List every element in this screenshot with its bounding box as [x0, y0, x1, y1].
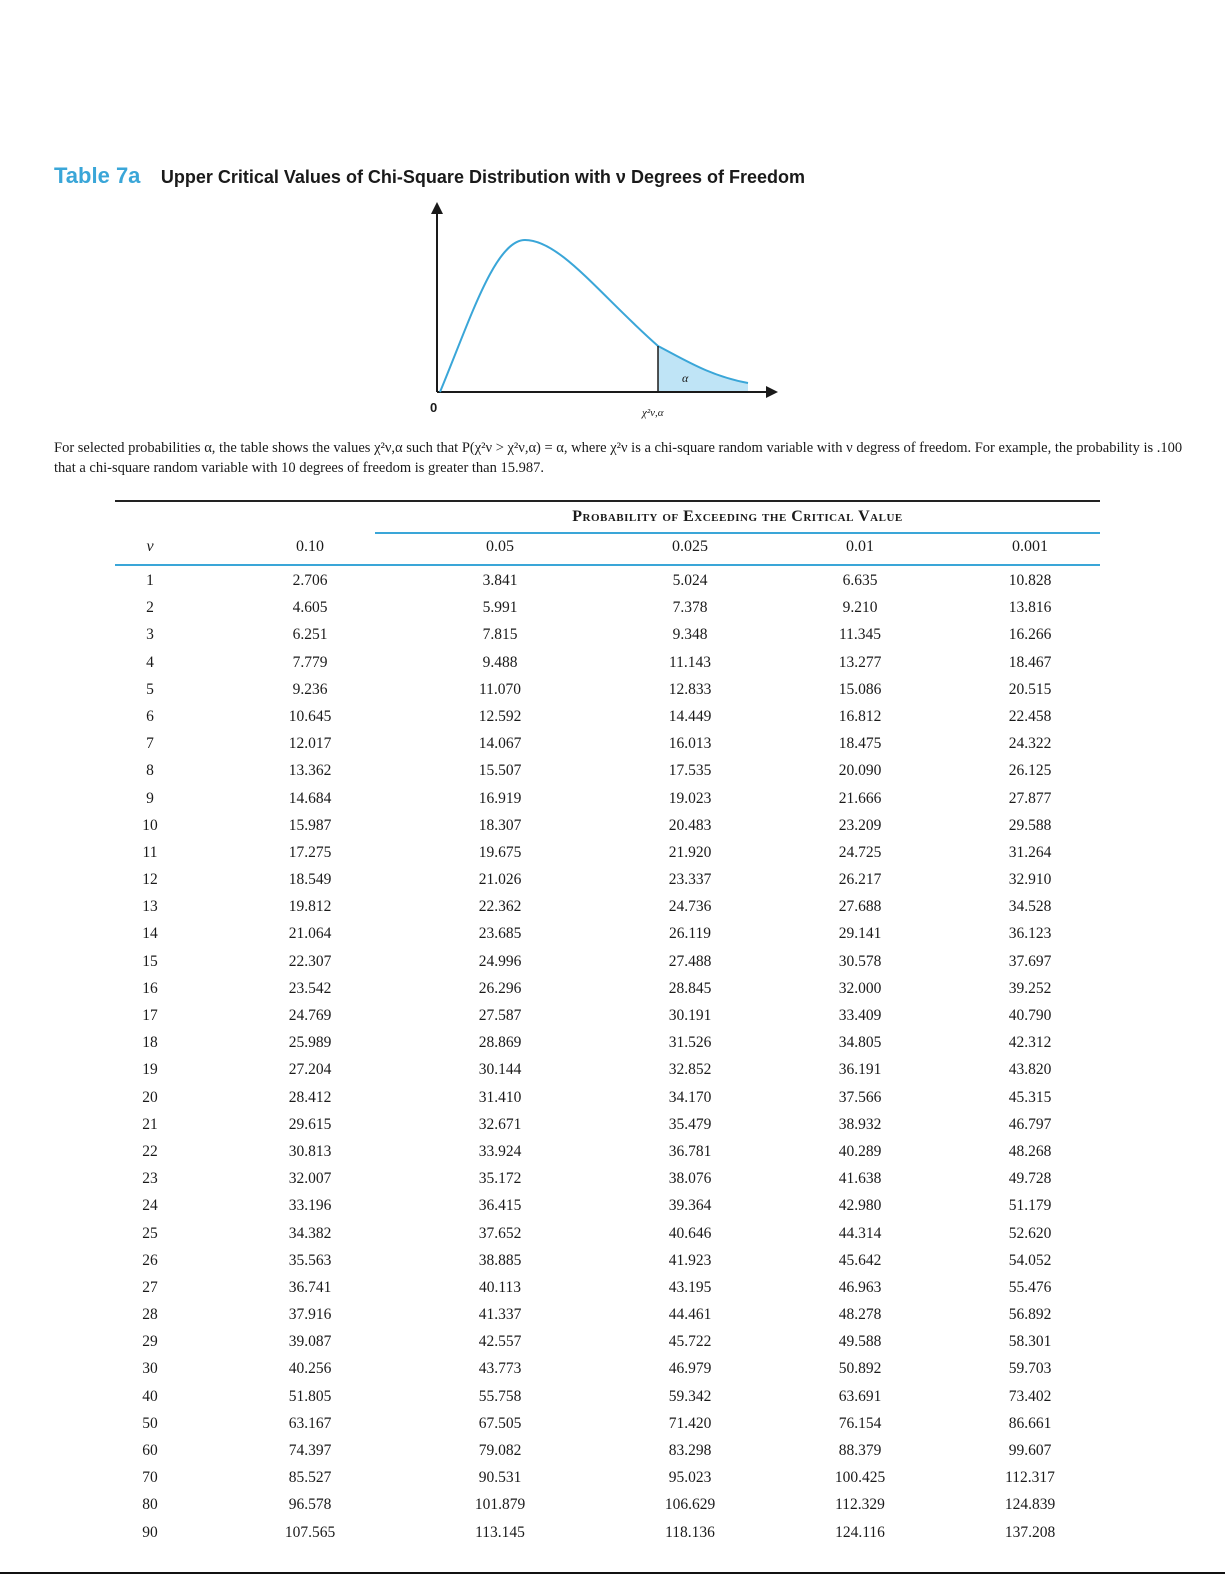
table-description: For selected probabilities α, the table shows the values χ²ν,α such that P(χ²ν > χ²ν,α) = α, where χ²ν is a chi-square random variable with ν degress of freedom. For example, the probability is .100 that a chi-square random variable with 10 degrees of freedom is greater than 15.987. — [54, 440, 1183, 476]
value-cell: 7.815 — [482, 626, 518, 644]
table-row — [115, 1221, 1100, 1248]
value-cell: 21.920 — [668, 843, 712, 861]
value-cell: 71.420 — [668, 1414, 712, 1432]
value-cell: 28.869 — [478, 1034, 522, 1052]
value-cell: 34.382 — [288, 1224, 332, 1242]
df-cell: 13 — [142, 898, 158, 916]
value-cell: 74.397 — [288, 1442, 332, 1459]
value-cell: 49.588 — [838, 1333, 882, 1351]
value-cell: 41.337 — [478, 1306, 522, 1324]
table-row — [115, 568, 1100, 595]
value-cell: 96.578 — [288, 1496, 332, 1514]
df-cell: 3 — [146, 626, 154, 644]
table-row — [115, 1411, 1100, 1438]
table-row — [115, 1465, 1100, 1492]
column-header-row — [115, 538, 1100, 564]
table-row — [115, 1302, 1100, 1329]
value-cell: 29.141 — [838, 925, 882, 943]
value-cell: 27.877 — [1008, 789, 1052, 807]
value-cell: 18.307 — [478, 816, 522, 834]
df-cell: 18 — [142, 1034, 158, 1052]
critical-value-label: χ²ν,α — [642, 407, 664, 419]
table-row — [115, 622, 1100, 649]
column-header-0.10: 0.10 — [296, 538, 324, 555]
value-cell: 35.563 — [288, 1251, 332, 1269]
density-curve — [440, 240, 748, 392]
table-row — [115, 1030, 1100, 1057]
table-row — [115, 1085, 1100, 1112]
value-cell: 40.256 — [288, 1360, 332, 1378]
table-row — [115, 867, 1100, 894]
table-row — [115, 704, 1100, 731]
value-cell: 29.588 — [1008, 816, 1052, 834]
value-cell: 67.505 — [478, 1414, 522, 1432]
value-cell: 11.345 — [838, 626, 882, 644]
value-cell: 40.790 — [1008, 1007, 1052, 1024]
value-cell: 42.312 — [1008, 1034, 1052, 1052]
value-cell: 41.638 — [838, 1170, 882, 1188]
value-cell: 7.378 — [672, 599, 708, 617]
table-row — [115, 758, 1100, 785]
df-cell: 70 — [142, 1469, 158, 1487]
value-cell: 118.136 — [665, 1523, 715, 1541]
value-cell: 58.301 — [1008, 1333, 1052, 1351]
value-cell: 32.007 — [288, 1170, 332, 1188]
value-cell: 33.196 — [288, 1197, 332, 1215]
value-cell: 40.113 — [478, 1278, 522, 1296]
value-cell: 32.000 — [838, 979, 882, 997]
value-cell: 100.425 — [834, 1469, 886, 1487]
value-cell: 36.415 — [478, 1197, 522, 1215]
chi-square-diagram — [410, 200, 790, 430]
value-cell: 39.087 — [288, 1333, 332, 1351]
value-cell: 23.542 — [288, 979, 332, 997]
value-cell: 3.841 — [482, 572, 518, 589]
value-cell: 23.337 — [668, 871, 712, 889]
value-cell: 55.758 — [478, 1387, 522, 1405]
df-cell: 15 — [142, 952, 158, 970]
table-row — [115, 1248, 1100, 1275]
table-row — [115, 1520, 1100, 1547]
value-cell: 16.013 — [668, 735, 712, 753]
value-cell: 85.527 — [288, 1469, 332, 1487]
value-cell: 5.991 — [482, 599, 518, 617]
value-cell: 46.963 — [838, 1278, 882, 1296]
value-cell: 41.923 — [668, 1251, 712, 1269]
table-row — [115, 595, 1100, 622]
value-cell: 51.805 — [288, 1387, 332, 1405]
df-cell: 9 — [146, 789, 154, 807]
table-row — [115, 1438, 1100, 1465]
df-cell: 12 — [142, 871, 158, 889]
table-row — [115, 1384, 1100, 1411]
value-cell: 27.688 — [838, 898, 882, 916]
column-header-0.001: 0.001 — [1012, 538, 1048, 555]
value-cell: 2.706 — [292, 572, 328, 589]
value-cell: 48.278 — [838, 1306, 882, 1324]
value-cell: 20.090 — [838, 762, 882, 780]
value-cell: 15.086 — [838, 680, 882, 698]
value-cell: 13.362 — [288, 762, 332, 780]
value-cell: 19.812 — [288, 898, 332, 916]
value-cell: 32.910 — [1008, 871, 1052, 889]
column-header-0.01: 0.01 — [846, 538, 874, 555]
value-cell: 9.348 — [672, 626, 708, 644]
value-cell: 26.296 — [478, 979, 522, 997]
value-cell: 32.852 — [668, 1061, 712, 1079]
value-cell: 27.587 — [478, 1007, 522, 1024]
table-title — [54, 163, 805, 189]
value-cell: 16.266 — [1008, 626, 1052, 644]
value-cell: 101.879 — [474, 1496, 526, 1514]
value-cell: 18.549 — [288, 871, 332, 889]
value-cell: 25.989 — [288, 1034, 332, 1052]
table-row — [115, 840, 1100, 867]
table-row — [115, 650, 1100, 677]
value-cell: 43.820 — [1008, 1061, 1052, 1079]
value-cell: 22.458 — [1008, 707, 1052, 725]
df-cell: 25 — [142, 1224, 158, 1242]
df-cell: 2 — [146, 599, 154, 617]
value-cell: 6.635 — [842, 572, 878, 589]
value-cell: 33.409 — [838, 1007, 882, 1024]
value-cell: 30.191 — [668, 1007, 712, 1024]
df-cell: 20 — [142, 1088, 158, 1106]
df-cell: 40 — [142, 1387, 158, 1405]
table-row — [115, 1112, 1100, 1139]
df-cell: 27 — [142, 1278, 158, 1296]
value-cell: 26.119 — [668, 925, 712, 943]
value-cell: 56.892 — [1008, 1306, 1052, 1324]
value-cell: 19.675 — [478, 843, 522, 861]
value-cell: 50.892 — [838, 1360, 882, 1378]
value-cell: 17.275 — [288, 843, 332, 861]
value-cell: 17.535 — [668, 762, 712, 780]
value-cell: 16.919 — [478, 789, 522, 807]
page-bottom-rule — [0, 1572, 1225, 1574]
value-cell: 39.252 — [1008, 979, 1052, 997]
value-cell: 10.645 — [288, 707, 332, 725]
value-cell: 124.839 — [1004, 1496, 1056, 1514]
value-cell: 19.023 — [668, 789, 712, 807]
value-cell: 29.615 — [288, 1115, 332, 1133]
value-cell: 30.813 — [288, 1142, 332, 1160]
value-cell: 45.722 — [668, 1333, 712, 1351]
value-cell: 44.461 — [668, 1306, 712, 1324]
value-cell: 76.154 — [838, 1414, 882, 1432]
value-cell: 6.251 — [292, 626, 328, 644]
table-row — [115, 921, 1100, 948]
value-cell: 9.210 — [842, 599, 878, 617]
value-cell: 49.728 — [1008, 1170, 1052, 1188]
value-cell: 63.691 — [838, 1387, 882, 1405]
value-cell: 42.557 — [478, 1333, 522, 1351]
value-cell: 34.170 — [668, 1088, 712, 1106]
df-cell: 26 — [142, 1251, 158, 1269]
value-cell: 55.476 — [1008, 1278, 1052, 1296]
value-cell: 59.703 — [1008, 1360, 1052, 1378]
table-row — [115, 1275, 1100, 1302]
value-cell: 45.642 — [838, 1251, 882, 1269]
value-cell: 52.620 — [1008, 1224, 1052, 1242]
value-cell: 42.980 — [838, 1197, 882, 1215]
value-cell: 5.024 — [672, 572, 708, 589]
origin-label: 0 — [430, 400, 438, 415]
value-cell: 7.779 — [292, 653, 328, 671]
value-cell: 24.322 — [1008, 735, 1052, 753]
value-cell: 13.816 — [1008, 599, 1052, 617]
value-cell: 35.479 — [668, 1115, 712, 1133]
value-cell: 13.277 — [838, 653, 882, 671]
df-cell: 50 — [142, 1414, 158, 1432]
value-cell: 20.515 — [1008, 680, 1052, 698]
value-cell: 40.289 — [838, 1142, 882, 1160]
tail-alpha-label: α — [682, 371, 689, 385]
value-cell: 21.666 — [838, 789, 882, 807]
value-cell: 31.264 — [1008, 843, 1052, 861]
df-cell: 4 — [146, 653, 154, 671]
table-row — [115, 731, 1100, 758]
table-row — [115, 1356, 1100, 1383]
table-row — [115, 813, 1100, 840]
chi-square-curve-figure — [410, 200, 790, 430]
value-cell: 23.685 — [478, 925, 522, 943]
value-cell: 26.125 — [1008, 762, 1052, 780]
column-header-nu: ν — [146, 538, 154, 555]
value-cell: 21.026 — [478, 871, 522, 889]
value-cell: 11.070 — [478, 680, 522, 698]
value-cell: 24.725 — [838, 843, 882, 861]
table-row — [115, 786, 1100, 813]
table-row — [115, 1139, 1100, 1166]
value-cell: 113.145 — [475, 1523, 525, 1541]
value-cell: 9.236 — [292, 680, 328, 698]
table-body — [115, 568, 1100, 1547]
value-cell: 43.195 — [668, 1278, 712, 1296]
df-cell: 80 — [142, 1496, 158, 1514]
table-row — [115, 1003, 1100, 1030]
value-cell: 24.736 — [668, 898, 712, 916]
value-cell: 33.924 — [478, 1142, 522, 1160]
df-cell: 7 — [146, 735, 154, 753]
value-cell: 37.916 — [288, 1306, 332, 1324]
value-cell: 36.123 — [1008, 925, 1052, 943]
value-cell: 32.671 — [478, 1115, 522, 1133]
value-cell: 46.979 — [668, 1360, 712, 1378]
value-cell: 86.661 — [1008, 1414, 1052, 1432]
value-cell: 38.076 — [668, 1170, 712, 1188]
value-cell: 137.208 — [1004, 1523, 1056, 1541]
df-cell: 19 — [142, 1061, 158, 1079]
value-cell: 21.064 — [288, 925, 332, 943]
df-cell: 10 — [142, 816, 158, 834]
value-cell: 79.082 — [478, 1442, 522, 1459]
table-row — [115, 1492, 1100, 1519]
df-cell: 11 — [142, 843, 158, 861]
df-cell: 22 — [142, 1142, 158, 1160]
value-cell: 28.845 — [668, 979, 712, 997]
value-cell: 107.565 — [284, 1523, 336, 1541]
value-cell: 14.449 — [668, 707, 712, 725]
value-cell: 15.987 — [288, 816, 332, 834]
df-cell: 90 — [142, 1523, 158, 1541]
value-cell: 31.410 — [478, 1088, 522, 1106]
value-cell: 14.684 — [288, 789, 332, 807]
value-cell: 27.488 — [668, 952, 712, 970]
table-caption: Upper Critical Values of Chi-Square Distribution with ν Degrees of Freedom — [160, 167, 805, 187]
value-cell: 39.364 — [668, 1197, 712, 1215]
value-cell: 30.578 — [838, 952, 882, 970]
value-cell: 24.996 — [478, 952, 522, 970]
table-row — [115, 1166, 1100, 1193]
value-cell: 73.402 — [1008, 1387, 1052, 1405]
value-cell: 38.885 — [478, 1251, 522, 1269]
value-cell: 16.812 — [838, 707, 882, 725]
df-cell: 14 — [142, 925, 158, 943]
value-cell: 95.023 — [668, 1469, 712, 1487]
value-cell: 45.315 — [1008, 1088, 1052, 1106]
column-header-rule — [115, 564, 1100, 566]
value-cell: 30.144 — [478, 1061, 522, 1079]
value-cell: 18.467 — [1008, 653, 1052, 671]
column-header-0.05: 0.05 — [486, 538, 514, 555]
value-cell: 59.342 — [668, 1387, 712, 1405]
df-cell: 30 — [142, 1360, 158, 1378]
value-cell: 46.797 — [1008, 1115, 1052, 1133]
group-header-rule — [375, 532, 1100, 534]
value-cell: 12.017 — [288, 735, 332, 753]
value-cell: 99.607 — [1008, 1442, 1052, 1459]
table-number: Table 7a — [54, 163, 141, 188]
value-cell: 27.204 — [288, 1061, 332, 1079]
df-cell: 1 — [146, 572, 154, 589]
value-cell: 83.298 — [668, 1442, 712, 1459]
value-cell: 112.329 — [835, 1496, 885, 1514]
table-row — [115, 949, 1100, 976]
value-cell: 44.314 — [838, 1224, 882, 1242]
value-cell: 34.528 — [1008, 898, 1052, 916]
value-cell: 40.646 — [668, 1224, 712, 1242]
value-cell: 124.116 — [835, 1523, 885, 1541]
value-cell: 37.697 — [1008, 952, 1052, 970]
df-cell: 6 — [146, 707, 154, 725]
value-cell: 34.805 — [838, 1034, 882, 1052]
column-header-0.025: 0.025 — [672, 538, 708, 555]
df-cell: 60 — [142, 1442, 158, 1459]
value-cell: 38.932 — [838, 1115, 882, 1133]
value-cell: 106.629 — [664, 1496, 716, 1514]
value-cell: 88.379 — [838, 1442, 882, 1459]
table-row — [115, 1193, 1100, 1220]
value-cell: 24.769 — [288, 1007, 332, 1024]
value-cell: 51.179 — [1008, 1197, 1052, 1215]
value-cell: 37.652 — [478, 1224, 522, 1242]
value-cell: 36.781 — [668, 1142, 712, 1160]
value-cell: 36.191 — [838, 1061, 882, 1079]
df-cell: 8 — [146, 762, 154, 780]
value-cell: 11.143 — [668, 653, 712, 671]
value-cell: 20.483 — [668, 816, 712, 834]
value-cell: 22.307 — [288, 952, 332, 970]
value-cell: 36.741 — [288, 1278, 332, 1296]
probability-group-header: Probability of Exceeding the Critical Value — [572, 508, 903, 525]
value-cell: 112.317 — [1005, 1469, 1055, 1487]
df-cell: 21 — [142, 1115, 158, 1133]
df-cell: 17 — [142, 1007, 158, 1024]
value-cell: 43.773 — [478, 1360, 522, 1378]
value-cell: 35.172 — [478, 1170, 522, 1188]
value-cell: 48.268 — [1008, 1142, 1052, 1160]
value-cell: 26.217 — [838, 871, 882, 889]
value-cell: 12.592 — [478, 707, 522, 725]
df-cell: 28 — [142, 1306, 158, 1324]
value-cell: 12.833 — [668, 680, 712, 698]
value-cell: 23.209 — [838, 816, 882, 834]
value-cell: 9.488 — [482, 653, 518, 671]
table-row — [115, 1329, 1100, 1356]
df-cell: 29 — [142, 1333, 158, 1351]
value-cell: 37.566 — [838, 1088, 882, 1106]
value-cell: 10.828 — [1008, 572, 1052, 589]
table-row — [115, 976, 1100, 1003]
df-cell: 23 — [142, 1170, 158, 1188]
value-cell: 18.475 — [838, 735, 882, 753]
value-cell: 22.362 — [478, 898, 522, 916]
df-cell: 5 — [146, 680, 154, 698]
value-cell: 14.067 — [478, 735, 522, 753]
table-row — [115, 677, 1100, 704]
df-cell: 16 — [142, 979, 158, 997]
value-cell: 28.412 — [288, 1088, 332, 1106]
value-cell: 54.052 — [1008, 1251, 1052, 1269]
table-top-rule — [115, 500, 1100, 502]
value-cell: 63.167 — [288, 1414, 332, 1432]
df-cell: 24 — [142, 1197, 158, 1215]
value-cell: 90.531 — [478, 1469, 522, 1487]
table-row — [115, 894, 1100, 921]
value-cell: 15.507 — [478, 762, 522, 780]
table-row — [115, 1057, 1100, 1084]
value-cell: 31.526 — [668, 1034, 712, 1052]
value-cell: 4.605 — [292, 599, 328, 617]
